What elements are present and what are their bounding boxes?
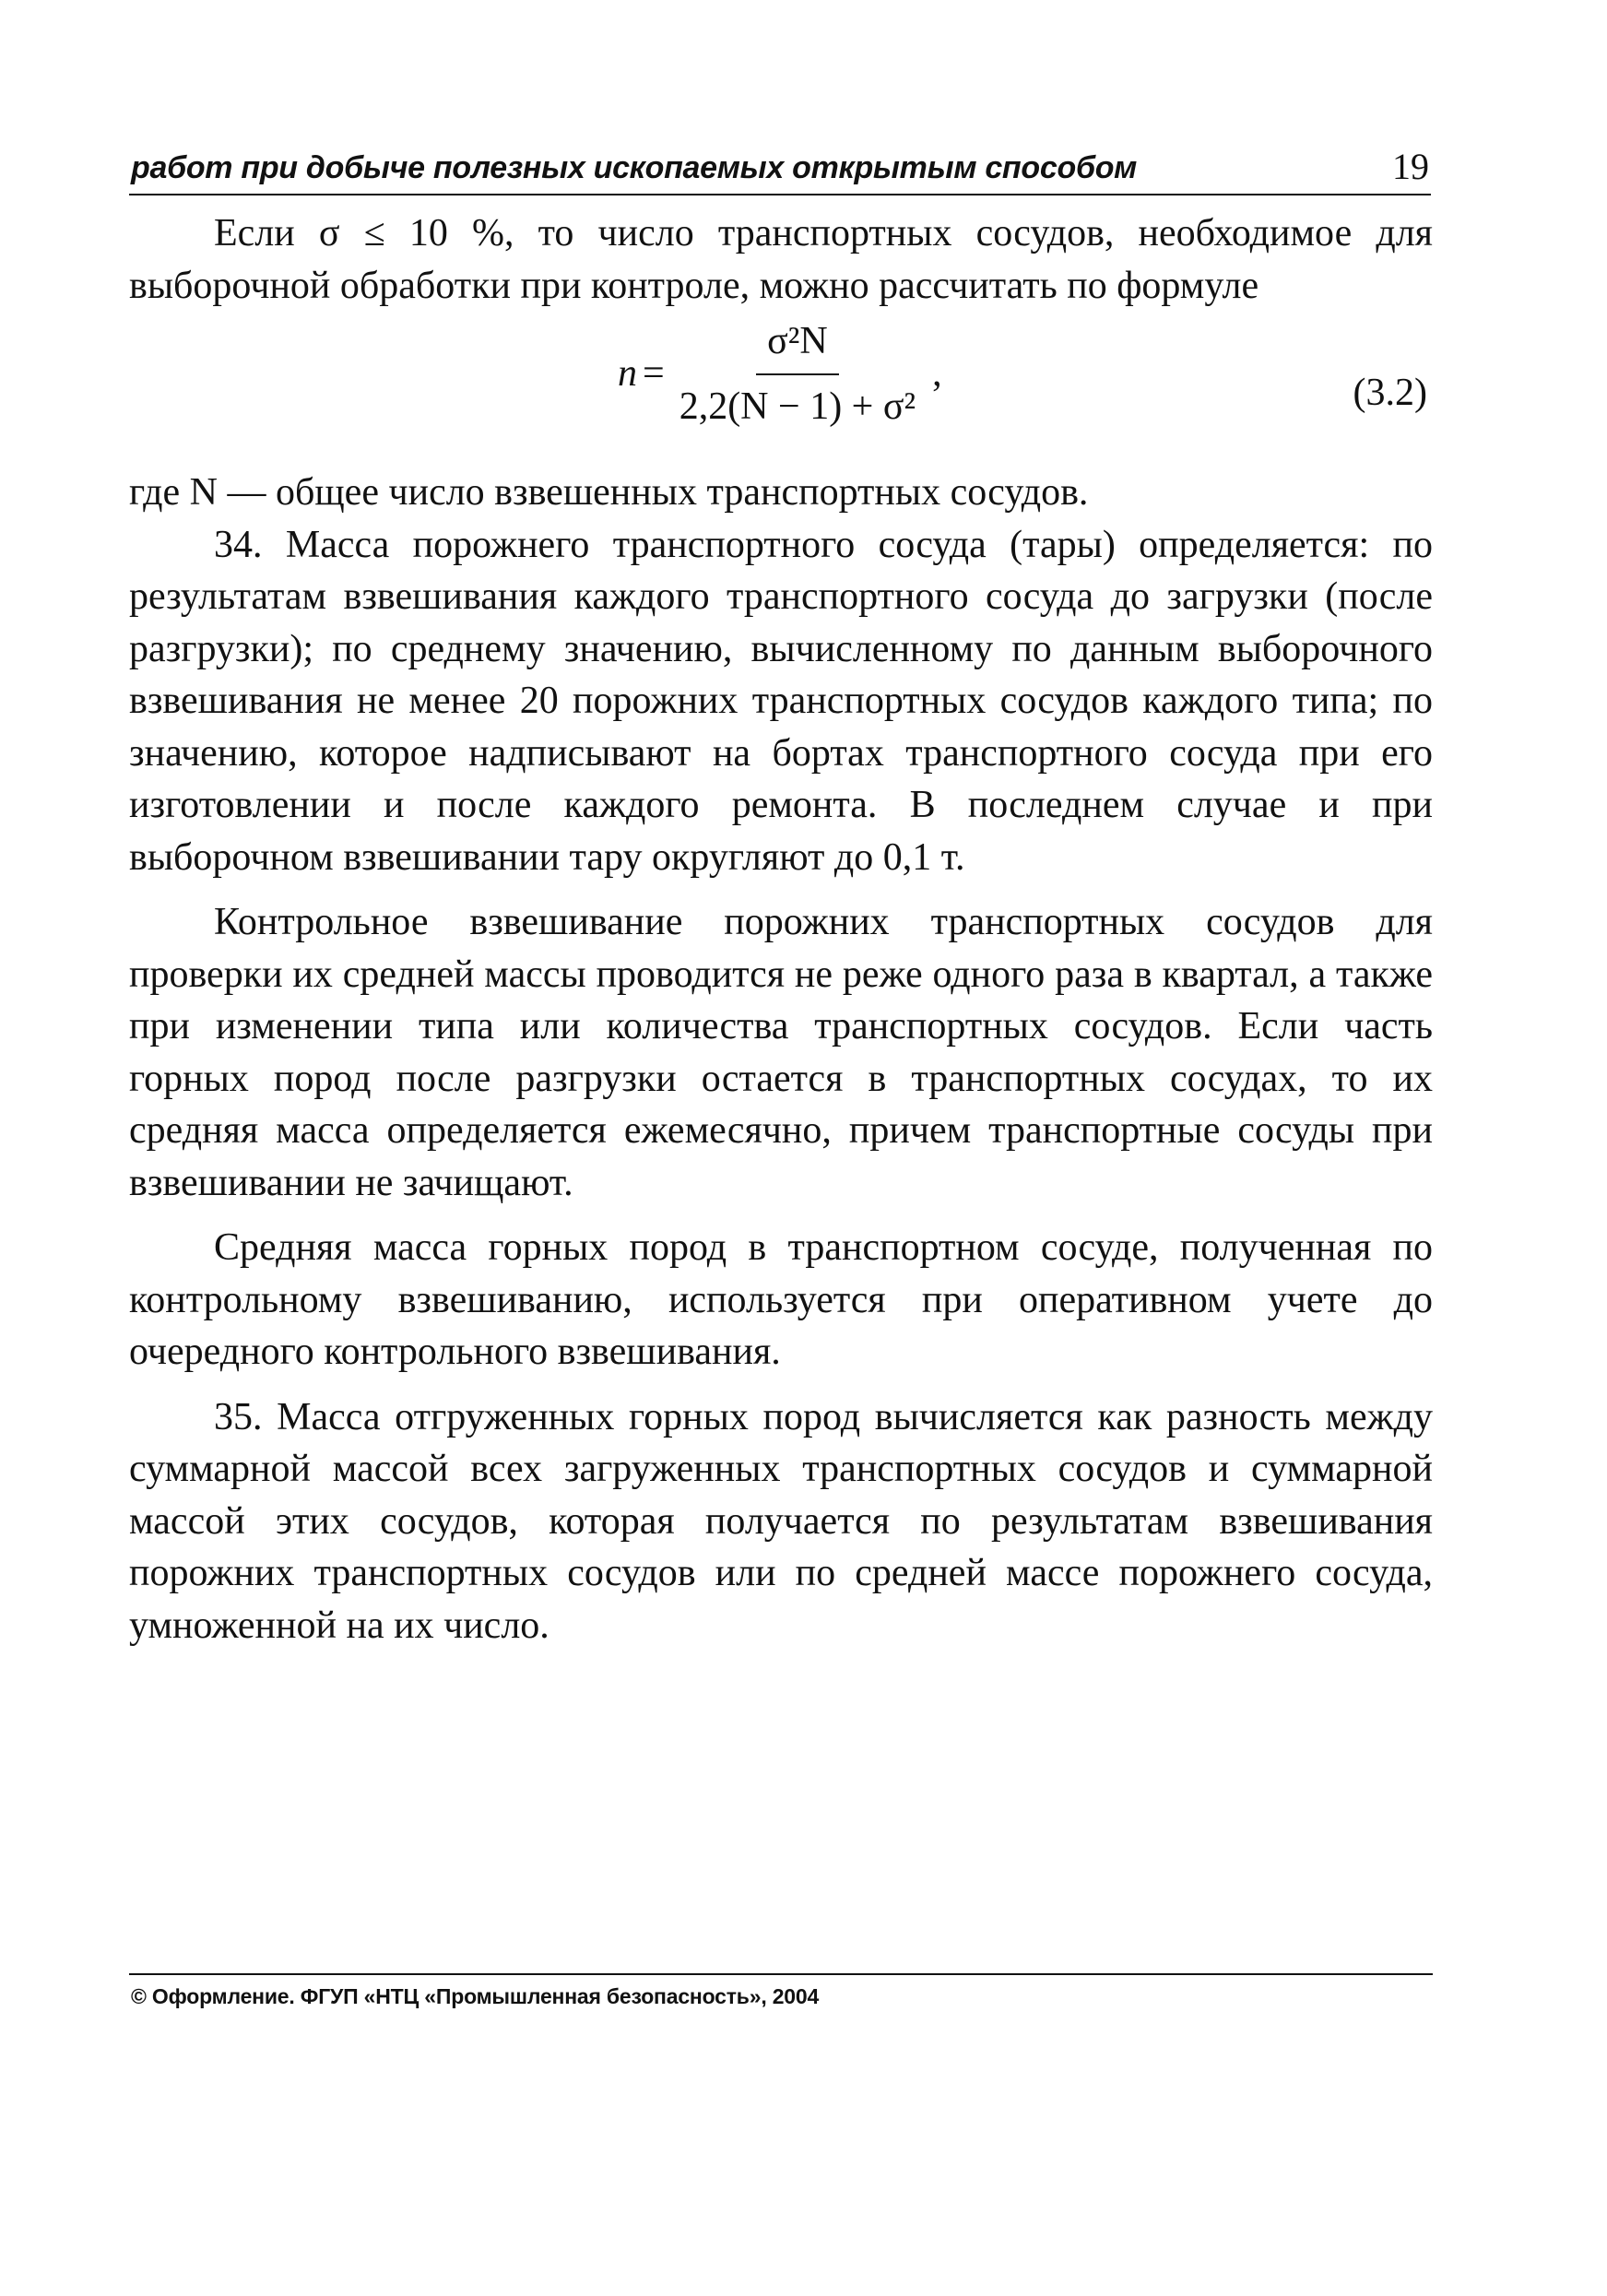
formula-lhs: n — [618, 352, 637, 396]
footer-copyright: © Оформление. ФГУП «НТЦ «Промышленная безопасность», 2004 — [131, 1984, 820, 2008]
header-title: работ при добыче полезных ископаемых открытым способом — [131, 150, 1138, 185]
paragraph-average-mass: Средняя масса горных пород в транспортном сосуде, полученная по контрольному взвешиванию, используется при оперативном учете до очередного контрольного взвешивания. — [129, 1226, 1433, 1373]
running-header — [129, 138, 1431, 195]
formula-block — [129, 312, 1433, 467]
paragraph-34: 34. Масса порожнего транспортного сосуда (тары) определяется: по результатам взвешивания каждого транспортного сосуда до загрузки (после разгрузки); по среднему значению, вычисленному по данным выборочного взвешивания не менее 20 порожних транспортных сосудов каждого типа; по значению, которое надписывают на бортах транспортного сосуда при его изготовлении и после каждого ремонта. В последнем случае и при выборочном взвешивании тару округляют до 0,1 т. — [129, 523, 1433, 879]
footer-divider — [129, 1973, 1433, 1975]
paragraph-35: 35. Масса отгруженных горных пород вычисляется как разность между суммарной массой всех загруженных транспортных сосудов и суммарной массой этих сосудов, которая получается по результатам взвешивания порожних транспортных сосудов или по средней массе порожнего сосуда, умноженной на их число. — [129, 1395, 1433, 1647]
paragraph-intro: Если σ ≤ 10 %, то число транспортных сосудов, необходимое для выборочной обработки при контроле, можно рассчитать по формуле — [129, 212, 1433, 307]
paragraph-where: где N — общее число взвешенных транспортных сосудов. — [129, 471, 1089, 514]
formula — [618, 315, 942, 432]
page-number: 19 — [1392, 146, 1429, 187]
paragraph-control-weighing: Контрольное взвешивание порожних транспортных сосудов для проверки их средней массы проводится не реже одного раза в квартал, а также при изменении типа или количества транспортных сосудов. Если часть горных пород после разгрузки остается в транспортных сосудах, то их средняя масса определяется ежемесячно, причем транспортные сосуды при взвешивании не зачищают. — [129, 901, 1433, 1204]
formula-fraction — [668, 315, 927, 432]
formula-equals: = — [643, 352, 665, 396]
body-text — [129, 207, 1433, 1651]
formula-number: (3.2) — [1353, 372, 1427, 414]
formula-comma: , — [932, 352, 942, 396]
formula-numerator: σ²N — [756, 315, 839, 375]
formula-denominator: 2,2(N − 1) + σ² — [679, 385, 916, 428]
